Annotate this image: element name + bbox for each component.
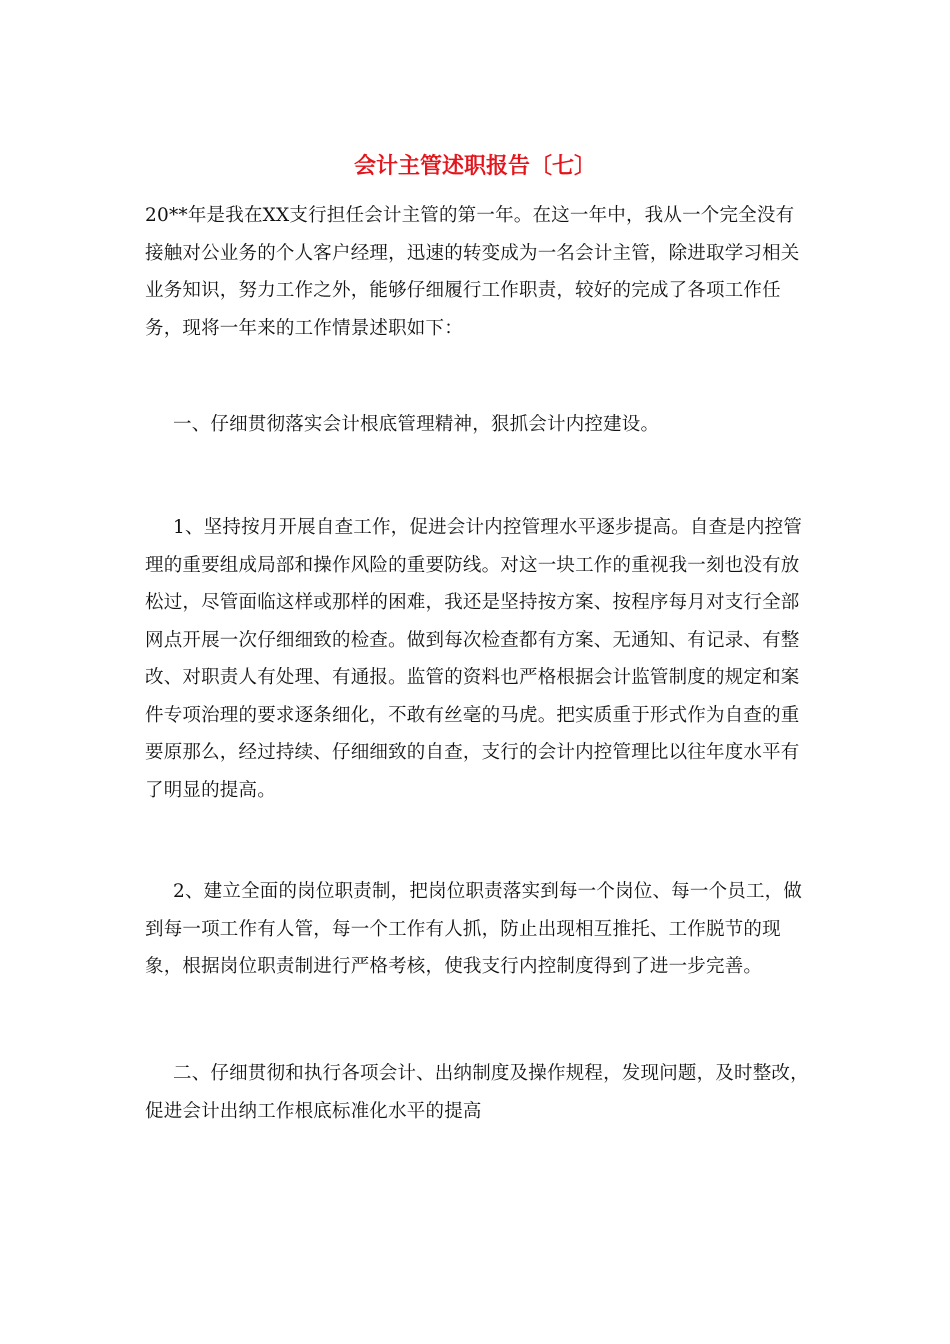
item-paragraph-1: 1、坚持按月开展自查工作，促进会计内控管理水平逐步提高。自查是内控管理的重要组成局部和操作风险的重要防线。对这一块工作的重视我一刻也没有放松过，尽管面临这样或那样的困难，我还是坚持按方案、按程序每月对支行全部网点开展一次仔细细致的检查。做到每次检查都有方案、无通知、有记录、有整改、对职责人有处理、有通报。监管的资料也严格根据会计监管制度的规定和案件专项治理的要求逐条细化，不敢有丝毫的马虎。把实质重于形式作为自查的重要原那么，经过持续、仔细细致的自查，支行的会计内控管理比以往年度水平有了明显的提高。: [145, 517, 803, 801]
intro-paragraph: 20**年是我在XX支行担任会计主管的第一年。在这一年中，我从一个完全没有接触对公业务的个人客户经理，迅速的转变成为一名会计主管，除进取学习相关业务知识，努力工作之外，能够仔细履行工作职责，较好的完成了各项工作任务，现将一年来的工作情景述职如下：: [145, 205, 800, 339]
document-title: 会计主管述职报告〔七〕: [353, 154, 596, 179]
item-paragraph-2: 2、建立全面的岗位职责制，把岗位职责落实到每一个岗位、每一个员工，做到每一项工作有人管，每一个工作有人抓，防止出现相互推托、工作脱节的现象，根据岗位职责制进行严格考核，使我支行内控制度得到了进一步完善。: [145, 881, 803, 977]
section-heading-1: 一、仔细贯彻落实会计根底管理精神，狠抓会计内控建设。: [173, 414, 660, 435]
section-heading-2: 二、仔细贯彻和执行各项会计、出纳制度及操作规程，发现问题，及时整改，促进会计出纳工作根底标准化水平的提高: [145, 1063, 809, 1122]
